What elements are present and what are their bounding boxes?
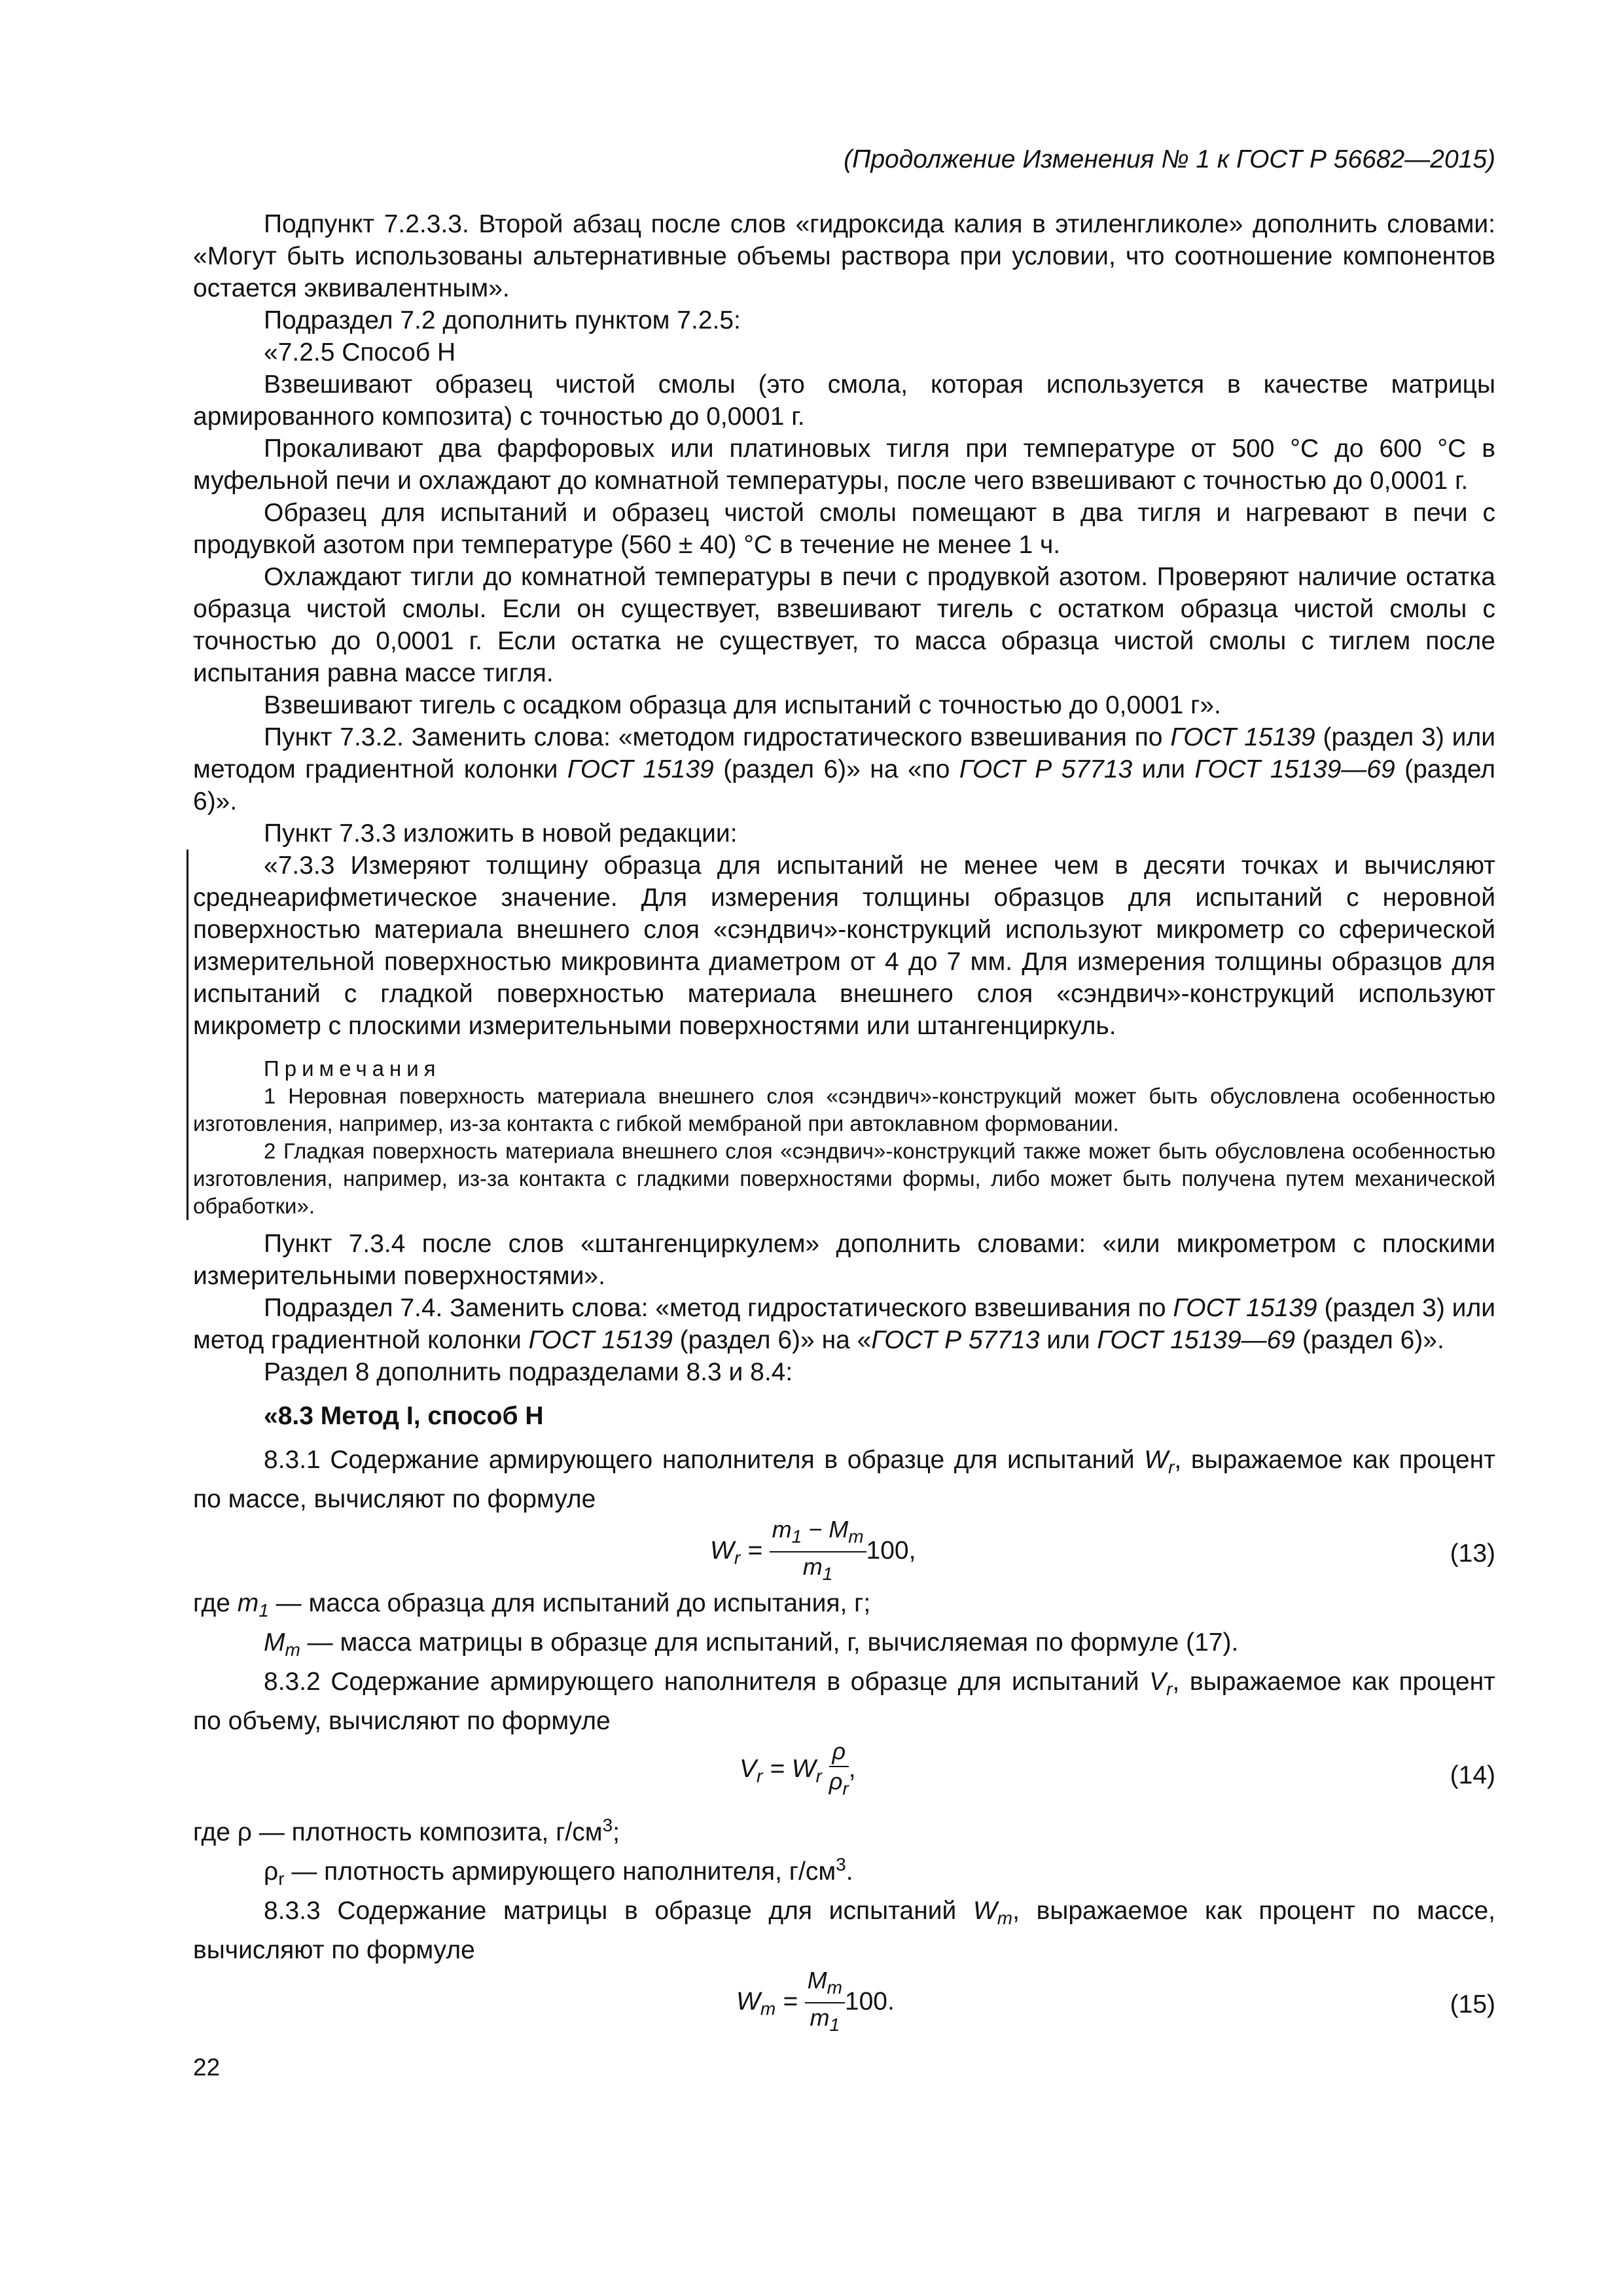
paragraph: Охлаждают тигли до комнатной температуры в печи с продувкой азотом. Проверяют наличие остатка образца чистой смолы. Если он существует, взвешивают тигель с остатком образца чистой смолы с точностью до 0,0001 г. Если остатка не существует, то масса образца чистой смолы с тиглем после испытания равна массе тигля. — [193, 563, 1495, 687]
paragraph: Раздел 8 дополнить подразделами 8.3 и 8.4: — [264, 1358, 793, 1386]
revision-bar — [187, 850, 188, 1220]
running-header: (Продолжение Изменения № 1 к ГОСТ Р 56682—2015) — [844, 145, 1495, 173]
paragraph: Подраздел 7.2 дополнить пунктом 7.2.5: — [264, 306, 741, 334]
formula-14: $V_r = W_r$ $\frac{\rho}{\rho_r}$ , (14) — [740, 1738, 1495, 1799]
paragraph: $\rho_r$ — плотность армирующего наполнителя, $г/см^3$. — [264, 1854, 853, 1889]
paragraph: Пункт 7.3.3 изложить в новой редакции: — [264, 819, 738, 848]
note: 1 Неровная поверхность материала внешнего слоя «сэндвич»-конструкций может быть обусловлена особенностью изготовления, например, из-за контакта с гибкой мембраной при автоклавном формовании. — [193, 1084, 1495, 1136]
paragraph: 8.3.1 Содержание армирующего наполнителя в образце для испытаний $W_r$, выражаемое как процент по массе, вычисляют по формуле — [193, 1446, 1495, 1513]
paragraph: Пункт 7.3.4 после слов «штангенциркулем» дополнить словами: «или микрометром с плоскими измерительными поверхностями». — [193, 1230, 1495, 1290]
note: 2 Гладкая поверхность материала внешнего слоя «сэндвич»-конструкций также может быть обусловлена особенностью изготовления, например, из-за контакта с гладкими поверхностями формы, либо может быть получена путем механической обработки». — [193, 1139, 1495, 1218]
paragraph: Образец для испытаний и образец чистой смолы помещают в два тигля и нагревают в печи с продувкой азотом при температуре (560 ± 40) °С в течение не менее 1 ч. — [193, 499, 1495, 559]
equation-number: (14) — [1450, 1761, 1495, 1789]
paragraph: где ρ — плотность композита, $г/см^3$; — [193, 1815, 620, 1846]
paragraph: Пункт 7.3.2. Заменить слова: «методом гидростатического взвешивания по ГОСТ 15139 (раздел 3) или методом градиентной колонки ГОСТ 15139 (раздел 6)» на «по ГОСТ Р 57713 или ГОСТ 15139—69 (раздел 6)». — [193, 723, 1496, 816]
equation-number: (13) — [1450, 1539, 1495, 1568]
paragraph: Подпункт 7.2.3.3. Второй абзац после слов «гидроксида калия в этиленгликоле» дополнить словами: «Могут быть использованы альтернативные объемы раствора при условии, что соотношение компонентов остается эквивалентным». — [193, 210, 1495, 302]
paragraph: «7.3.3 Измеряют толщину образца для испытаний не менее чем в десяти точках и вычисляют среднеарифметическое значение. Для измерения толщины образцов для испытаний с неровной поверхностью материала внешнего слоя «сэндвич»-конструкций используют микрометр со сферической измерительной поверхностью микровинта диаметром от 4 до 7 мм. Для измерения толщины образцов для испытаний с гладкой поверхностью материала внешнего слоя «сэндвич»-конструкций используют микрометр с плоскими измерительными поверхностями или штангенциркуль. — [193, 852, 1495, 1040]
notes-heading: Примечания — [264, 1056, 441, 1081]
formula-15: $W_m$ = $\frac{M_m}{m_1}$ 100. (15) — [736, 1967, 1495, 2035]
paragraph: 8.3.3 Содержание матрицы в образце для испытаний $W_m$, выражаемое как процент по массе, вычисляют по формуле — [193, 1897, 1495, 1964]
paragraph: Взвешивают тигель с осадком образца для испытаний с точностью до 0,0001 г». — [264, 691, 1221, 719]
revision-block — [193, 850, 1495, 1220]
paragraph: $M_m$ — масса матрицы в образце для испытаний, г, вычисляемая по формуле (17). — [264, 1628, 1239, 1660]
section-heading: «8.3 Метод I, способ Н — [264, 1402, 544, 1430]
paragraph: Прокаливают два фарфоровых или платиновых тигля при температуре от 500 °С до 600 °С в муфельной печи и охлаждают до комнатной температуры, после чего взвешивают с точностью до 0,0001 г. — [193, 435, 1495, 495]
paragraph: где $m_1$ — масса образца для испытаний до испытания, г; — [193, 1589, 871, 1621]
paragraph: Подраздел 7.4. Заменить слова: «метод гидростатического взвешивания по ГОСТ 15139 (раздел 3) или метод градиентной колонки ГОСТ 15139 (раздел 6)» на «ГОСТ Р 57713 или ГОСТ 15139—69 (раздел 6)». — [193, 1294, 1496, 1354]
formula-13: $W_r$ = $\frac{m_1 - M_m}{m_1}$ 100, (13) — [710, 1516, 1495, 1584]
paragraph: 8.3.2 Содержание армирующего наполнителя в образце для испытаний $V_r$, выражаемое как процент по объему, вычисляют по формуле — [193, 1668, 1495, 1735]
paragraph: «7.2.5 Способ Н — [264, 338, 456, 367]
document-body — [193, 208, 1495, 2038]
paragraph: Взвешивают образец чистой смолы (это смола, которая используется в качестве матрицы армированного композита) с точностью до 0,0001 г. — [193, 370, 1495, 431]
equation-number: (15) — [1450, 1990, 1495, 2018]
page-number: 22 — [193, 2054, 221, 2081]
